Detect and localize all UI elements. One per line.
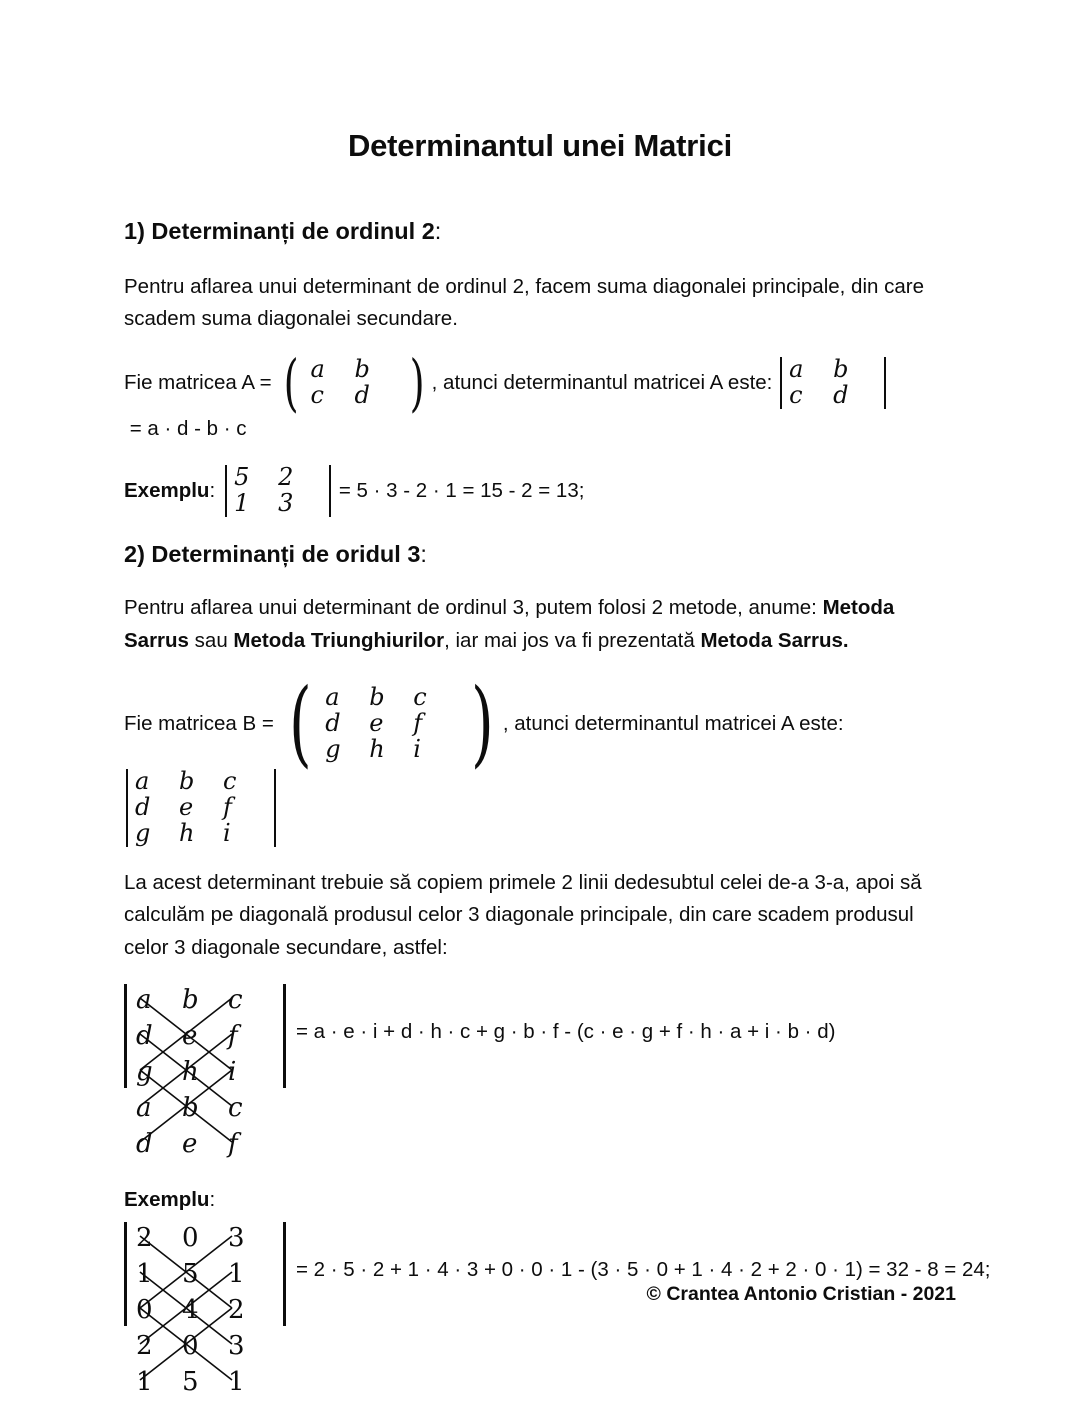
- sarrus-cell: 4: [182, 1294, 199, 1325]
- sarrus-cell: f: [228, 1021, 238, 1052]
- paragraph-run: , iar mai jos va fi prezentată: [444, 628, 701, 652]
- matrix-a-intro: Fie matricea A =: [124, 371, 278, 395]
- determinant-bar-left: [124, 1222, 127, 1326]
- matrix-a: [279, 346, 429, 420]
- paragraph-run: sau: [188, 628, 234, 652]
- determinant-bar-right: [329, 465, 331, 517]
- sarrus-cell: e: [182, 1021, 198, 1052]
- sarrus-cell: c: [228, 1093, 243, 1124]
- matrix-cell: d: [135, 793, 151, 822]
- matrix-row: [789, 383, 877, 409]
- sarrus-row: [136, 982, 274, 1018]
- matrix-cell: c: [413, 683, 427, 712]
- sarrus-cell: f: [228, 1129, 238, 1160]
- sarrus-cell: 1: [136, 1258, 153, 1289]
- determinant-bar-right: [884, 357, 886, 409]
- example-1-label: Exemplu: [124, 478, 210, 502]
- matrix-cell: i: [413, 735, 421, 764]
- matrix-cell: 1: [234, 488, 250, 517]
- sarrus-cell: 5: [182, 1258, 199, 1289]
- document-content: [124, 0, 991, 1400]
- sarrus-cell: i: [228, 1057, 237, 1088]
- sarrus-inner: [124, 1220, 286, 1400]
- matrix-cell: g: [325, 735, 341, 764]
- sarrus-row: [136, 1220, 274, 1256]
- matrix-row: [135, 769, 267, 795]
- sarrus-cell: a: [136, 985, 152, 1016]
- sarrus-cell: 5: [182, 1366, 199, 1397]
- matrix-row: [135, 795, 267, 821]
- matrix-b-after: , atunci determinantul matricei A este:: [502, 712, 850, 736]
- section-2-heading: [124, 539, 956, 571]
- matrix-cell: a: [789, 355, 804, 384]
- sarrus-cell: 2: [228, 1294, 245, 1325]
- paren-close-icon: ): [471, 669, 494, 779]
- sarrus-cell: 3: [228, 1222, 245, 1253]
- matrix-cell: 5: [234, 462, 250, 491]
- sarrus-numeric-diagram: [124, 1220, 991, 1400]
- sarrus-cell: g: [136, 1057, 153, 1088]
- matrix-cell: 2: [278, 462, 294, 491]
- matrix-cell: i: [223, 819, 231, 848]
- section-2-paragraph-2: La acest determinant trebuie să copiem primele 2 linii dedesubtul celei de-a 3-a, apoi să calculăm pe diagonală produsul celor 3 diagonale principale, din care scadem produsul celor 3 diagonale secundare, astfel:: [124, 870, 922, 959]
- sarrus-row: [136, 1292, 274, 1328]
- matrix-cell: c: [223, 767, 237, 796]
- paragraph-run: Pentru aflarea unui determinant de ordinul 3, putem folosi 2 metode, anume:: [124, 596, 823, 620]
- section-1-heading: [124, 216, 956, 248]
- matrix-cell: b: [833, 355, 849, 384]
- section-1-matrix-line: [124, 346, 956, 444]
- matrix-cell: e: [369, 709, 384, 738]
- example-1-rows: [227, 462, 329, 517]
- sarrus-row-repeat: [136, 1364, 274, 1400]
- sarrus-cell: 2: [136, 1330, 153, 1361]
- sarrus-grid: [136, 1220, 274, 1400]
- section-1-paragraph: Pentru aflarea unui determinant de ordinul 2, facem suma diagonalei principale, din care scadem suma diagonalei secundare.: [124, 274, 924, 331]
- sarrus-cell: d: [136, 1021, 153, 1052]
- matrix-cell: c: [310, 381, 324, 410]
- sarrus-row: [136, 1018, 274, 1054]
- matrix-cell: 3: [278, 488, 294, 517]
- sarrus-cell: 1: [228, 1366, 245, 1397]
- sarrus-cell: 2: [136, 1222, 153, 1253]
- matrix-row: [325, 685, 457, 711]
- matrix-cell: d: [354, 381, 370, 410]
- matrix-cell: a: [325, 683, 340, 712]
- sarrus-cell: b: [182, 985, 199, 1016]
- sarrus-cell: h: [182, 1057, 199, 1088]
- paren-open-icon: (: [288, 669, 312, 779]
- example-2-label-line: [124, 1184, 956, 1216]
- paragraph-run: Metoda Sarrus: [700, 628, 843, 652]
- matrix-cell: f: [223, 793, 232, 822]
- example-1-determinant: [225, 462, 331, 517]
- formula-a: = a · d - b · c: [124, 416, 247, 440]
- matrix-cell: a: [135, 767, 150, 796]
- matrix-cell: e: [179, 793, 194, 822]
- matrix-row: [310, 357, 398, 383]
- sarrus-cell: b: [182, 1093, 199, 1124]
- copyright-footer: © Crantea Antonio Cristian - 2021: [646, 1283, 956, 1305]
- sarrus-grid: [136, 982, 274, 1162]
- section-1-example-line: [124, 462, 956, 517]
- paren-open-icon: (: [283, 346, 299, 420]
- matrix-cell: h: [179, 819, 195, 848]
- sarrus-symbolic-diagram: [124, 982, 956, 1162]
- matrix-a-rows: [303, 357, 405, 409]
- sarrus-numeric-matrix: [124, 1220, 286, 1400]
- determinant-bar-right: [283, 1222, 286, 1326]
- paragraph-run: .: [842, 628, 849, 652]
- matrix-row: [325, 737, 457, 763]
- section-2-paragraph: [124, 592, 956, 657]
- determinant-a: [780, 357, 886, 409]
- determinant-a-rows: [782, 357, 884, 409]
- section-2-heading-colon: :: [420, 540, 427, 567]
- matrix-cell: h: [369, 735, 385, 764]
- sarrus-row-repeat: [136, 1126, 274, 1162]
- example-1-formula: = 5 · 3 - 2 · 1 = 15 - 2 = 13;: [333, 478, 585, 502]
- determinant-bar-right: [274, 769, 276, 847]
- matrix-cell: c: [789, 381, 803, 410]
- sarrus-cell: 0: [182, 1330, 199, 1361]
- sarrus-cell: 0: [136, 1294, 153, 1325]
- matrix-cell: b: [369, 683, 385, 712]
- matrix-row: [234, 462, 322, 491]
- sarrus-symbolic-formula: = a · e · i + d · h · c + g · b · f - (c · e · g + f · h · a + i · b · d): [296, 1020, 836, 1044]
- section-1-heading-colon: :: [434, 218, 442, 244]
- sarrus-cell: 3: [228, 1330, 245, 1361]
- matrix-cell: d: [325, 709, 341, 738]
- matrix-cell: b: [354, 355, 370, 384]
- matrix-a-after: , atunci determinantul matricei A este:: [431, 371, 779, 395]
- sarrus-cell: d: [136, 1129, 153, 1160]
- matrix-cell: b: [179, 767, 195, 796]
- matrix-row: [234, 488, 322, 517]
- matrix-row: [310, 383, 398, 409]
- example-2-label-colon: :: [209, 1188, 216, 1212]
- determinant-b: [126, 769, 276, 847]
- sarrus-numeric-formula: = 2 · 5 · 2 + 1 · 4 · 3 + 0 · 0 · 1 - (3 · 5 · 0 + 1 · 4 · 2 + 2 · 0 · 1) = 32 - 8 = 24;: [296, 1257, 991, 1281]
- matrix-row: [789, 357, 877, 383]
- section-2-heading-text: 2) Determinanți de oridul 3: [124, 540, 421, 567]
- sarrus-symbolic-matrix: [124, 982, 286, 1162]
- sarrus-cell: 1: [228, 1258, 245, 1289]
- sarrus-inner: [124, 982, 286, 1162]
- matrix-row: [325, 711, 457, 737]
- example-1-label-colon: :: [209, 478, 216, 502]
- matrix-b-rows: [318, 685, 464, 763]
- paragraph-run: Metoda Sarrus: [124, 596, 895, 652]
- page-title: Determinantul unei Matrici: [347, 128, 733, 163]
- sarrus-row-repeat: [136, 1328, 274, 1364]
- matrix-cell: d: [833, 381, 849, 410]
- sarrus-cell: e: [182, 1129, 198, 1160]
- sarrus-cell: 0: [182, 1222, 199, 1253]
- determinant-b-rows: [128, 769, 274, 847]
- matrix-b: [282, 669, 501, 779]
- matrix-b-intro: Fie matricea B =: [124, 712, 280, 736]
- matrix-cell: f: [413, 709, 423, 738]
- matrix-row: [135, 821, 267, 847]
- section-2-matrix-line: [124, 669, 956, 848]
- matrix-cell: a: [310, 355, 325, 384]
- section-1-heading-text: 1) Determinanți de ordinul 2: [124, 218, 435, 244]
- sarrus-row-repeat: [136, 1090, 274, 1126]
- sarrus-cell: a: [136, 1093, 152, 1124]
- sarrus-row: [136, 1256, 274, 1292]
- paren-close-icon: ): [410, 346, 426, 420]
- matrix-cell: g: [135, 819, 151, 848]
- sarrus-cell: c: [228, 985, 243, 1016]
- example-2-label: Exemplu: [124, 1188, 210, 1212]
- sarrus-row: [136, 1054, 274, 1090]
- sarrus-cell: 1: [136, 1366, 153, 1397]
- paragraph-run: Metoda Triunghiurilor: [233, 628, 445, 652]
- determinant-bar-right: [283, 984, 286, 1088]
- determinant-bar-left: [124, 984, 127, 1088]
